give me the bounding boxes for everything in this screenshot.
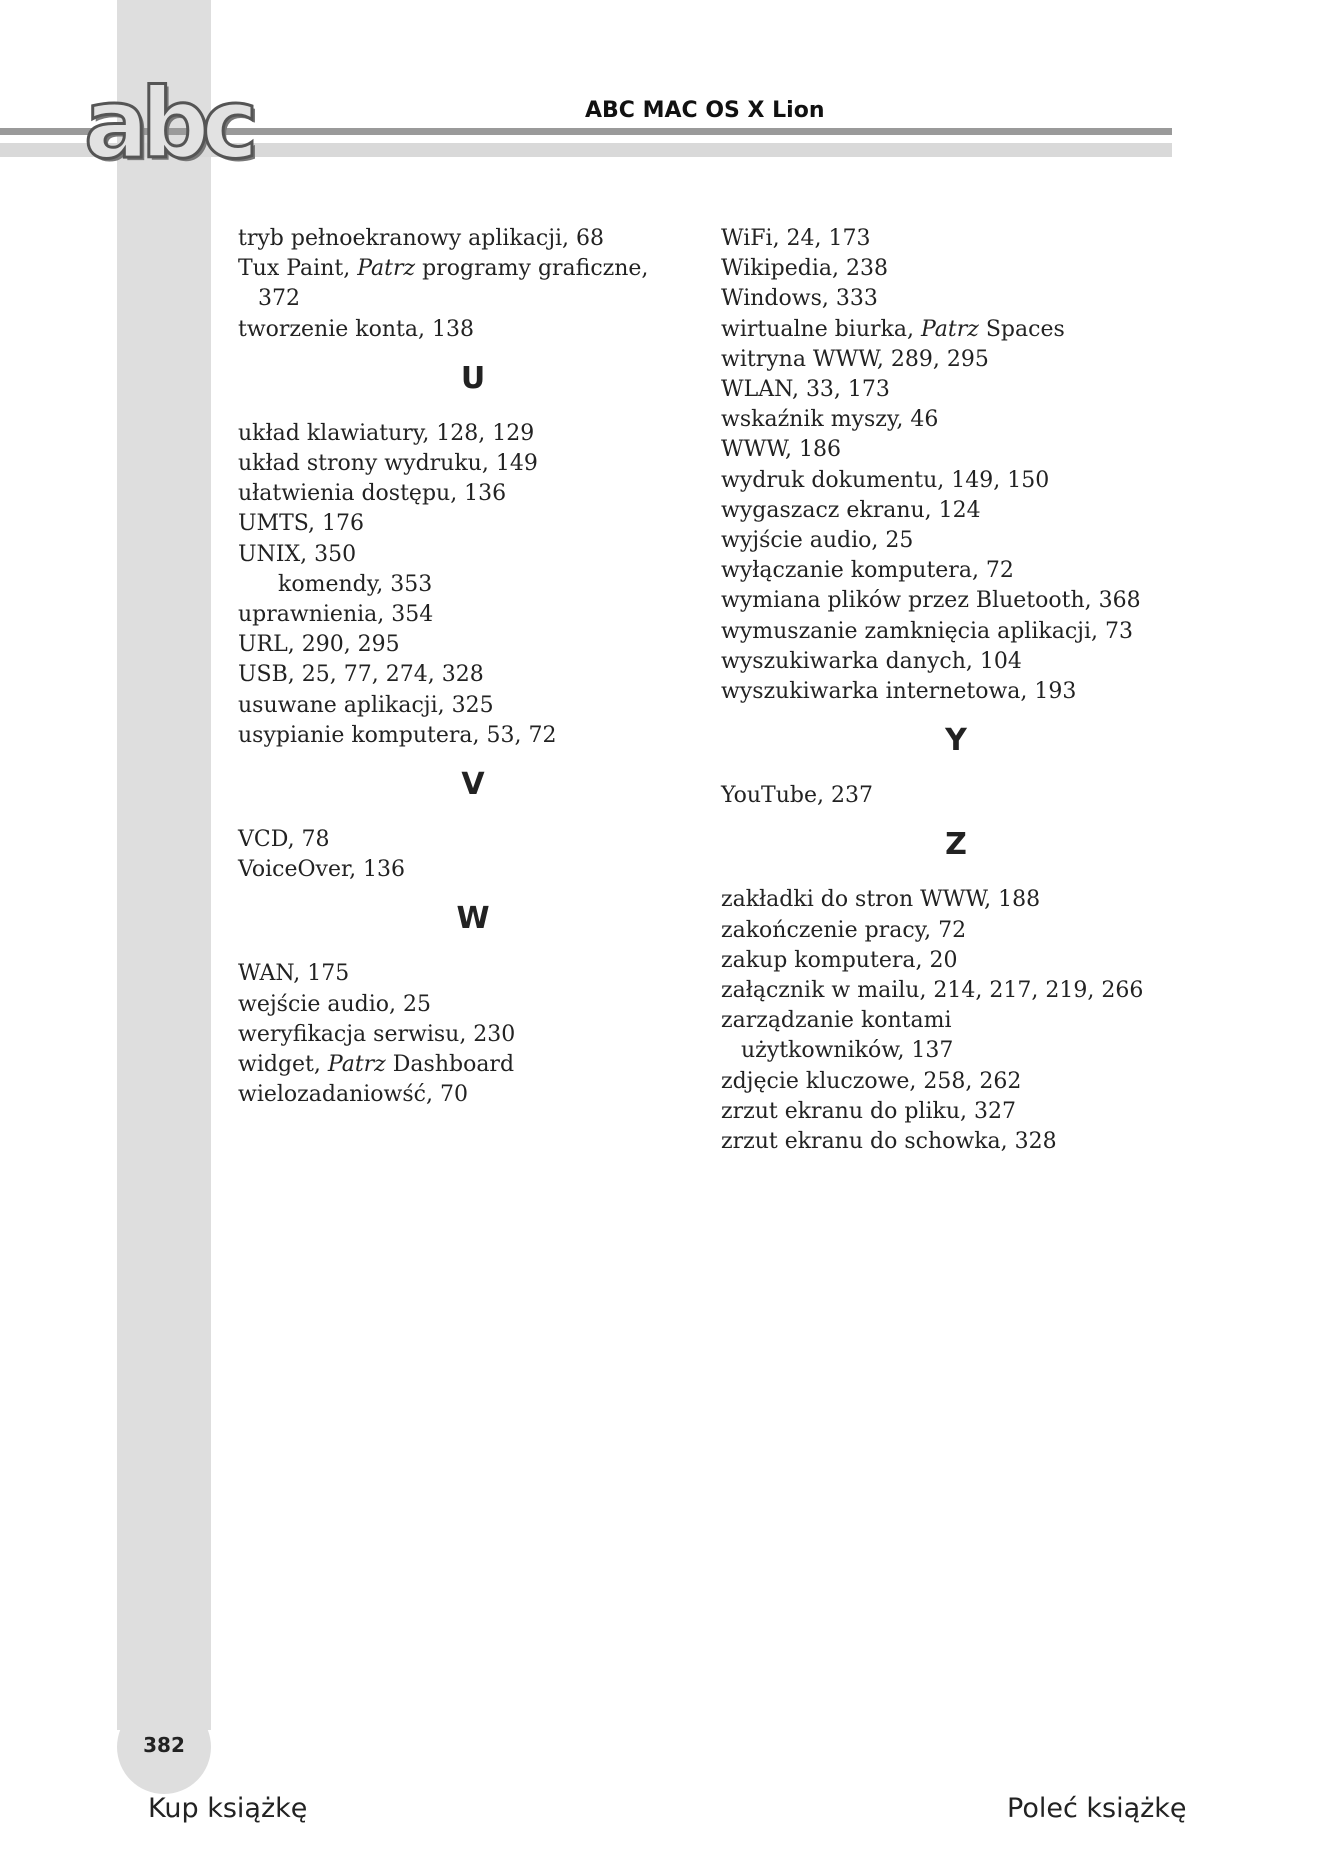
index-entry: wymiana plików przez Bluetooth, 368 [721,588,1141,614]
index-entry-continuation: użytkowników, 137 [741,1038,954,1064]
index-entry: wskaźnik myszy, 46 [721,407,939,433]
index-entry: Wikipedia, 238 [721,256,888,282]
index-entry: układ klawiatury, 128, 129 [238,420,535,446]
section-letter-w: W [456,901,490,937]
index-entry: USB, 25, 77, 274, 328 [238,662,484,688]
index-entry: wirtualne biurka, Patrz Spaces [721,316,1065,342]
index-entry: uprawnienia, 354 [238,602,434,628]
section-letter-u: U [460,360,486,396]
index-entry: wydruk dokumentu, 149, 150 [721,467,1050,493]
index-entry: UNIX, 350 [238,541,357,567]
index-entry: YouTube, 237 [721,783,873,809]
section-letter-y: Y [945,723,967,759]
index-entry: załącznik w mailu, 214, 217, 219, 266 [721,978,1144,1004]
recommend-book-link[interactable]: Poleć książkę [1007,1793,1187,1824]
index-entry-continuation: 372 [258,286,300,312]
index-entry: zdjęcie kluczowe, 258, 262 [721,1068,1022,1094]
index-entry: wyłączanie komputera, 72 [721,558,1014,584]
index-entry: witryna WWW, 289, 295 [721,346,989,372]
index-entry: zrzut ekranu do schowka, 328 [721,1129,1057,1155]
index-entry: WiFi, 24, 173 [721,226,871,251]
section-letter-z: Z [945,827,967,863]
page-number: 382 [143,1733,185,1757]
index-entry: wygaszacz ekranu, 124 [721,497,981,523]
index-entry: VCD, 78 [238,827,330,853]
index-entry: zakup komputera, 20 [721,947,958,973]
index-entry: usypianie komputera, 53, 72 [238,722,557,748]
index-entry: WLAN, 33, 173 [721,377,890,403]
index-entry: ułatwienia dostępu, 136 [238,481,507,507]
section-letter-v: V [461,767,485,803]
index-column-left [238,224,708,1110]
index-entry: zrzut ekranu do pliku, 327 [721,1098,1016,1124]
index-entry: UMTS, 176 [238,511,365,537]
index-entry: zakończenie pracy, 72 [721,917,967,943]
index-entry: WWW, 186 [721,437,841,463]
index-subentry: komendy, 353 [278,571,433,597]
index-entry: wymuszanie zamknięcia aplikacji, 73 [721,618,1133,644]
index-entry: wyszukiwarka danych, 104 [721,648,1022,674]
index-entry: wyszukiwarka internetowa, 193 [721,679,1077,705]
buy-book-link[interactable]: Kup książkę [148,1793,308,1824]
index-entry: WAN, 175 [238,961,350,987]
index-entry: wyjście audio, 25 [721,528,914,554]
index-entry: Windows, 333 [721,286,878,312]
index-entry: Tux Paint, Patrz programy graficzne, [238,256,649,282]
side-strip [117,0,211,1730]
index-entry: URL, 290, 295 [238,632,400,658]
index-entry: wielozadaniowść, 70 [238,1082,468,1108]
index-entry: zakładki do stron WWW, 188 [721,887,1041,913]
running-header-title: ABC MAC OS X Lion [585,98,825,123]
index-entry: wejście audio, 25 [238,991,431,1017]
index-entry: VoiceOver, 136 [238,857,406,883]
index-entry: tworzenie konta, 138 [238,316,474,342]
index-entry: widget, Patrz Dashboard [238,1052,515,1078]
index-entry: weryfikacja serwisu, 230 [238,1021,516,1047]
index-column-right [721,224,1191,1157]
index-entry: usuwane aplikacji, 325 [238,692,494,718]
index-entry: zarządzanie kontami [721,1008,952,1034]
index-entry: tryb pełnoekranowy aplikacji, 68 [238,226,605,251]
index-entry: układ strony wydruku, 149 [238,451,538,477]
abc-logo: abc [84,68,251,180]
